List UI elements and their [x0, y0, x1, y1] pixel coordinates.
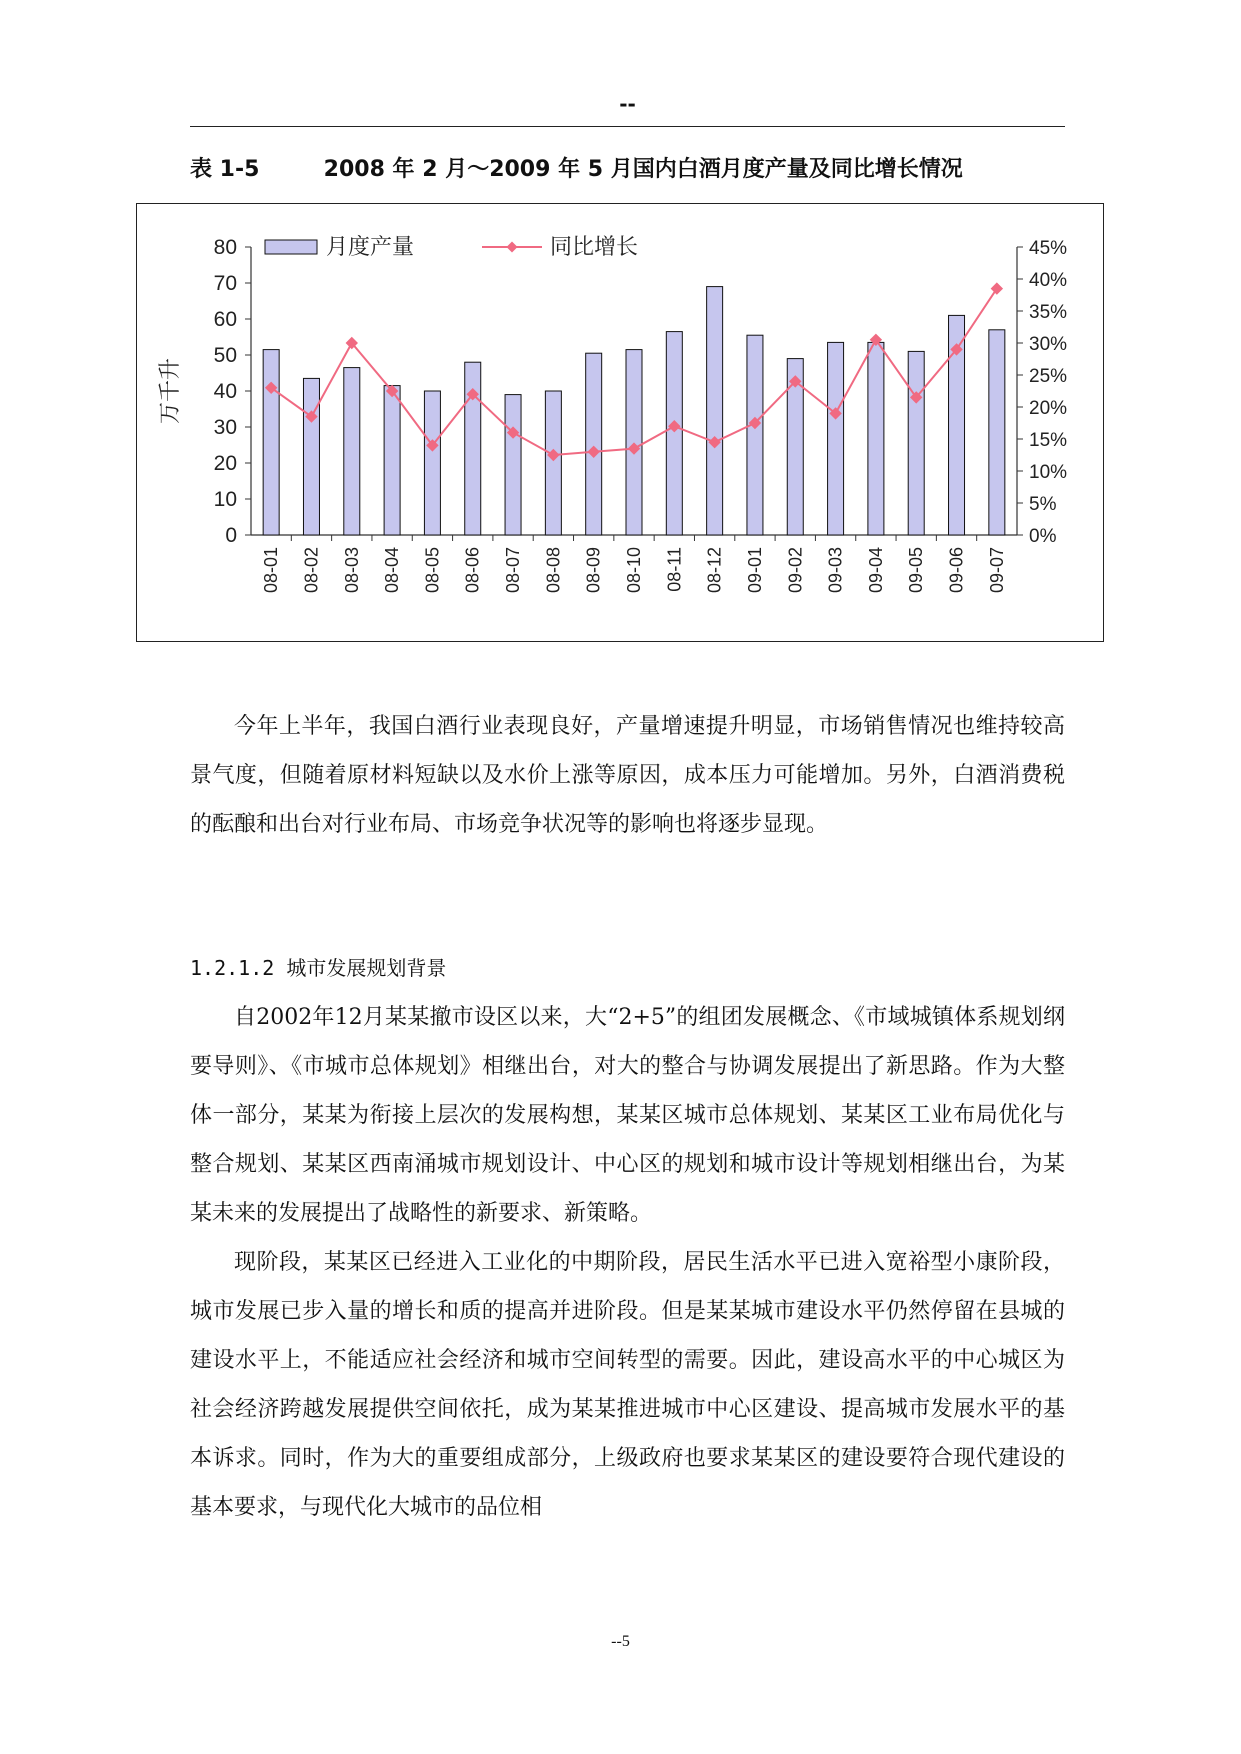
caption-title: 2008 年 2 月～2009 年 5 月国内白酒月度产量及同比增长情况 [323, 157, 963, 182]
x-tick-label: 08-10 [624, 547, 644, 594]
y2-tick-label: 0% [1029, 526, 1057, 547]
x-tick-label: 08-02 [301, 547, 322, 594]
caption-label: 表 1-5 [190, 157, 260, 182]
paragraph: 今年上半年，我国白酒行业表现良好，产量增速提升明显，市场销售情况也维持较高景气度，但随着原材料短缺以及水价上涨等原因，成本压力可能增加。另外，白酒消费税的酝酿和出台对行业布局、市场竞争状况等的影响也将逐步显现。 [190, 714, 1065, 837]
y2-tick-label: 25% [1029, 366, 1068, 387]
x-tick-label: 09-01 [744, 547, 765, 594]
x-tick-label: 09-03 [825, 547, 846, 594]
bar [989, 330, 1005, 535]
page-number: --5 [611, 1633, 630, 1650]
table-caption [190, 152, 963, 183]
y2-tick-label: 45% [1029, 238, 1068, 259]
page-header: -- [619, 92, 636, 116]
legend-label: 同比增长 [550, 235, 639, 260]
y-tick-label: 30 [213, 416, 237, 439]
bar [707, 287, 723, 535]
x-tick-label: 08-01 [261, 547, 282, 594]
bar [828, 342, 844, 535]
bar [303, 378, 319, 535]
x-tick-label: 08-06 [462, 547, 483, 594]
growth-marker [991, 283, 1002, 294]
x-tick-label: 08-07 [503, 547, 524, 594]
legend-label: 月度产量 [326, 235, 415, 260]
bar [666, 332, 682, 535]
bar [626, 350, 642, 535]
paragraph: 自2002年12月某某撤市设区以来，大“2+5”的组团发展概念、《市域城镇体系规划纲要导则》、《市城市总体规划》相继出台，对大的整合与协调发展提出了新思路。作为大整体一部分，某某为衔接上层次的发展构想，某某区城市总体规划、某某区工业布局优化与整合规划、某某区西南涌城市规划设计、中心区的规划和城市设计等规划相继出台，为某某未来的发展提出了战略性的新要求、新策略。 [190, 1005, 1065, 1226]
x-tick-label: 09-04 [865, 547, 886, 594]
bar [908, 351, 924, 535]
bar [344, 368, 360, 535]
x-tick-label: 09-07 [986, 547, 1007, 594]
chart-frame [136, 203, 1104, 642]
bar [263, 350, 279, 535]
bar [747, 335, 763, 535]
legend-swatch-bar [265, 240, 317, 254]
x-tick-label: 08-04 [382, 547, 403, 594]
y2-tick-label: 40% [1029, 270, 1068, 291]
x-tick-label: 08-05 [422, 547, 443, 594]
y-axis-label: 万千升 [158, 357, 183, 425]
y-tick-label: 60 [213, 308, 237, 331]
header-rule [190, 126, 1065, 127]
section-heading: 1.2.1.2 城市发展规划背景 [190, 956, 447, 980]
bar [545, 391, 561, 535]
section-2 [190, 944, 1065, 1532]
y2-tick-label: 20% [1029, 398, 1068, 419]
bar [384, 386, 400, 535]
x-tick-label: 08-09 [583, 547, 604, 594]
x-tick-label: 09-06 [946, 547, 967, 594]
legend-swatch-marker [507, 242, 518, 253]
bar [868, 342, 884, 535]
y2-tick-label: 5% [1029, 494, 1057, 515]
bar [586, 353, 602, 535]
y2-tick-label: 15% [1029, 430, 1068, 451]
x-tick-label: 09-05 [906, 547, 927, 594]
section-1 [190, 702, 1065, 849]
y2-tick-label: 30% [1029, 334, 1068, 355]
y-tick-label: 20 [213, 452, 237, 475]
x-tick-label: 08-08 [543, 547, 564, 594]
x-tick-label: 08-12 [704, 547, 725, 594]
x-tick-label: 09-02 [785, 547, 806, 594]
y-tick-label: 80 [213, 236, 237, 259]
x-tick-label: 08-03 [341, 547, 362, 594]
bar [424, 391, 440, 535]
x-tick-label: 08-11 [664, 547, 685, 592]
y2-tick-label: 35% [1029, 302, 1068, 323]
y-tick-label: 70 [213, 272, 237, 295]
y-tick-label: 0 [225, 524, 237, 547]
bar [505, 395, 521, 535]
y2-tick-label: 10% [1029, 462, 1068, 483]
production-growth-chart [137, 204, 1102, 640]
y-tick-label: 10 [213, 488, 237, 511]
y-tick-label: 40 [213, 380, 237, 403]
paragraph: 现阶段，某某区已经进入工业化的中期阶段，居民生活水平已进入宽裕型小康阶段，城市发展已步入量的增长和质的提高并进阶段。但是某某城市建设水平仍然停留在县城的建设水平上，不能适应社会经济和城市空间转型的需要。因此，建设高水平的中心城区为社会经济跨越发展提供空间依托，成为某某推进城市中心区建设、提高城市发展水平的基本诉求。同时，作为大的重要组成部分，上级政府也要求某某区的建设要符合现代建设的基本要求，与现代化大城市的品位相 [190, 1250, 1065, 1520]
y-tick-label: 50 [213, 344, 237, 367]
